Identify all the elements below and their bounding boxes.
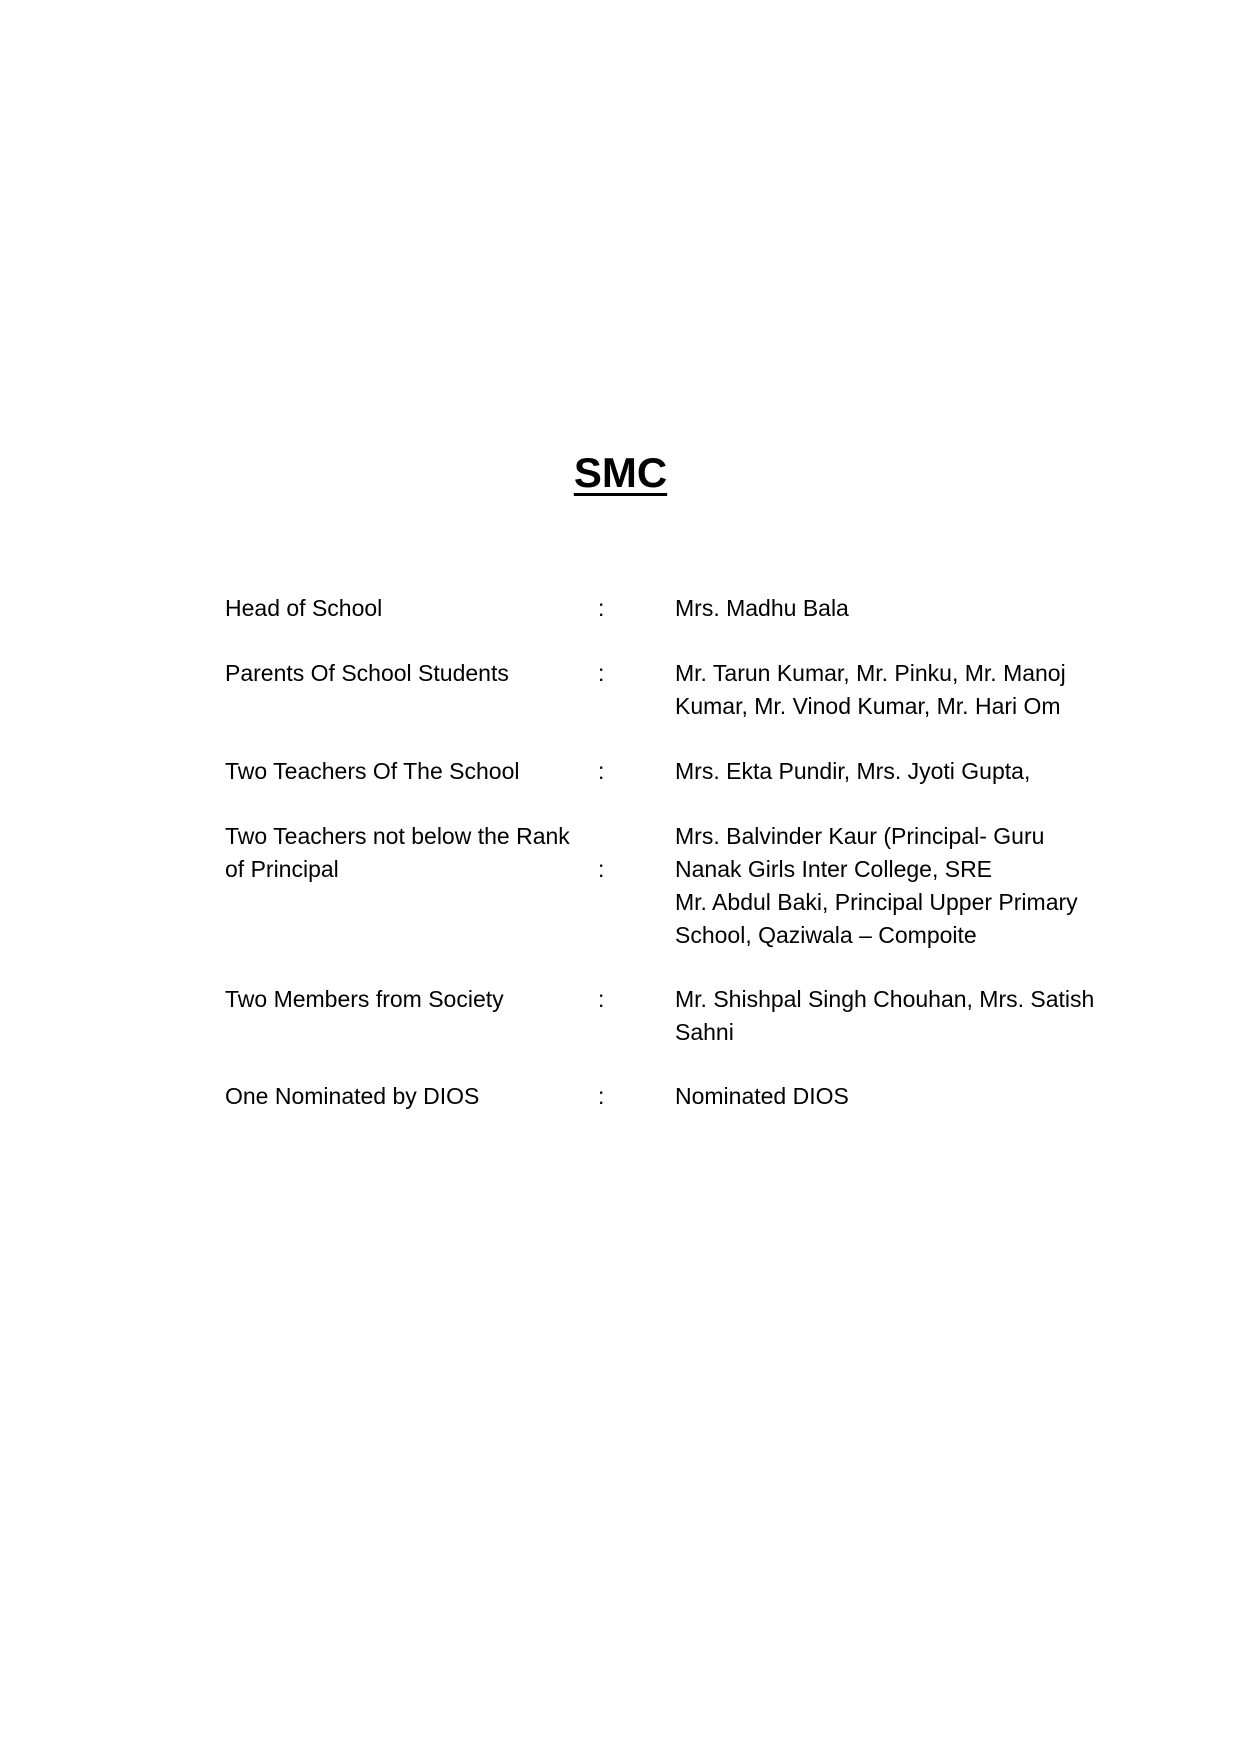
row-value-line: Nanak Girls Inter College, SRE	[675, 856, 993, 882]
row-value-line: Mr. Tarun Kumar, Mr. Pinku, Mr. Manoj	[675, 660, 1066, 686]
row-label-line: Parents Of School Students	[225, 660, 509, 686]
row-value	[675, 820, 1095, 952]
row-separator: :	[598, 986, 605, 1012]
row-value-line: Sahni	[675, 1019, 734, 1045]
row-value-line: Kumar, Mr. Vinod Kumar, Mr. Hari Om	[675, 693, 1061, 719]
row-separator: :	[598, 660, 605, 686]
row-separator: :	[598, 1083, 605, 1109]
row-label	[225, 983, 595, 1016]
row-label	[225, 592, 595, 625]
row-value-line: Mrs. Balvinder Kaur (Principal- Guru	[675, 823, 1045, 849]
row-value	[675, 657, 1095, 723]
row-value-line: Mrs. Ekta Pundir, Mrs. Jyoti Gupta,	[675, 758, 1031, 784]
row-value	[675, 592, 1095, 625]
row-value-line: Mrs. Madhu Bala	[675, 595, 849, 621]
page-title: SMC	[573, 449, 668, 496]
row-label	[225, 1080, 595, 1113]
row-label	[225, 755, 595, 788]
row-value-line: Mr. Abdul Baki, Principal Upper Primary	[675, 889, 1078, 915]
row-label	[225, 657, 595, 690]
row-label-line: Two Teachers Of The School	[225, 758, 520, 784]
row-label-line: of Principal	[225, 856, 339, 882]
row-value-line: Mr. Shishpal Singh Chouhan, Mrs. Satish	[675, 986, 1095, 1012]
row-value-line: Nominated DIOS	[675, 1083, 849, 1109]
row-label-line: Two Members from Society	[225, 986, 504, 1012]
row-label-line: One Nominated by DIOS	[225, 1083, 480, 1109]
row-value	[675, 755, 1095, 788]
row-separator: :	[598, 856, 605, 882]
row-value	[675, 983, 1095, 1049]
row-label	[225, 820, 595, 886]
row-label-line: Head of School	[225, 595, 383, 621]
row-value-line: School, Qaziwala – Compoite	[675, 922, 977, 948]
row-separator: :	[598, 595, 605, 621]
row-separator: :	[598, 758, 605, 784]
row-label-line: Two Teachers not below the Rank	[225, 823, 570, 849]
row-value	[675, 1080, 1095, 1113]
